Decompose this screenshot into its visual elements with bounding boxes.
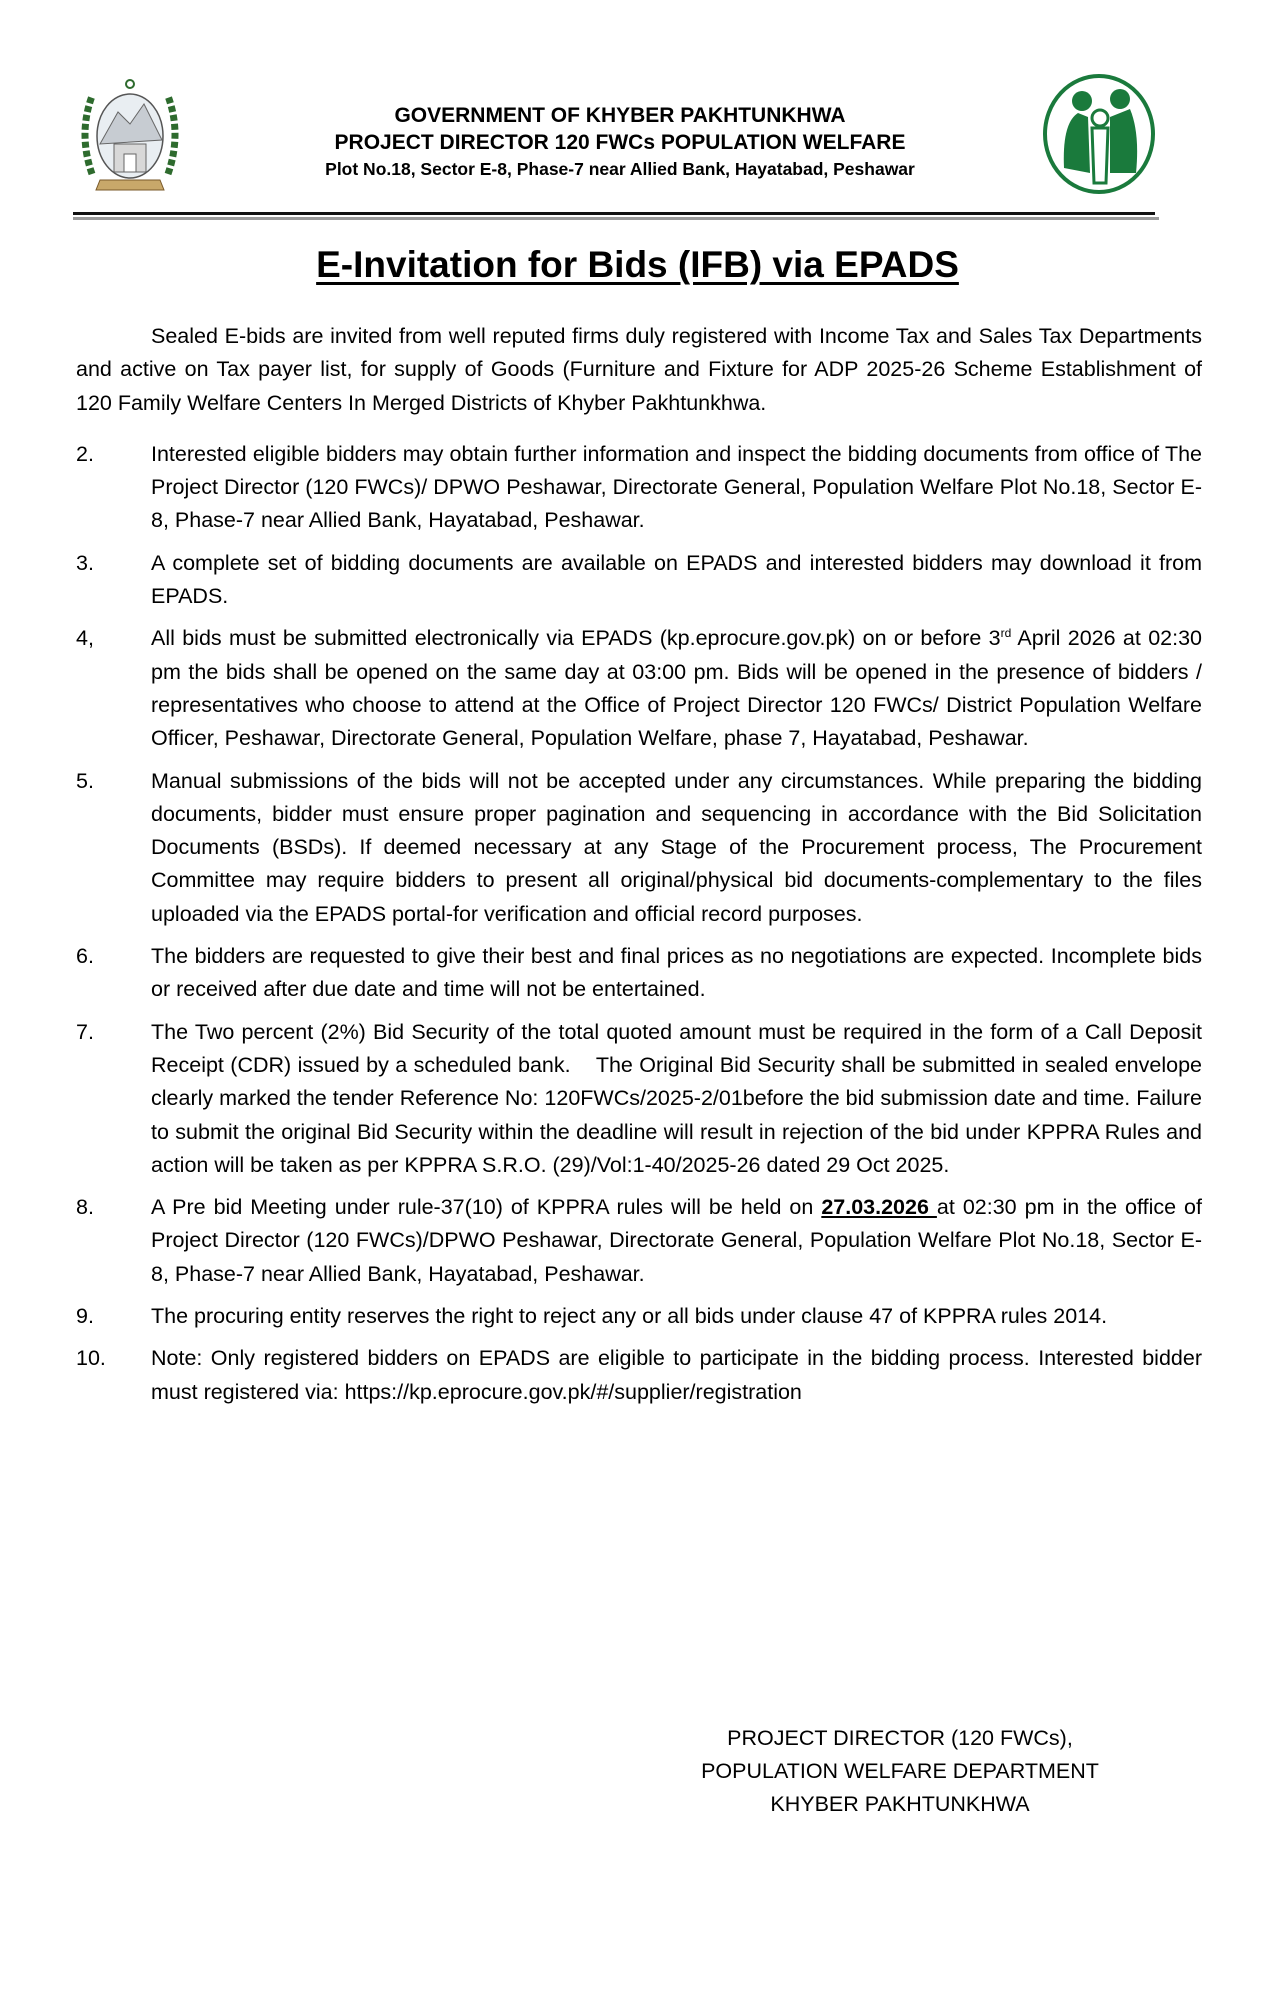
clause-text: Interested eligible bidders may obtain further information and inspect the bidding documents from office of The Project Director (120 FWCs)/ DPWO Peshawar, Directorate General, Population Welfare Plot No.18, Sector E-8, Phase-7 near Allied Bank, Hayatabad, Peshawar.	[151, 441, 1202, 533]
clause-2	[76, 438, 1202, 538]
clause-text: The procuring entity reserves the right to reject any or all bids under clause 47 of KPPRA rules 2014.	[151, 1304, 1108, 1329]
office-address: Plot No.18, Sector E-8, Phase-7 near Allied Bank, Hayatabad, Peshawar	[325, 159, 915, 179]
kp-government-emblem-icon	[78, 74, 182, 196]
clause-number: 2.	[76, 441, 94, 466]
signatory-department: POPULATION WELFARE DEPARTMENT	[701, 1759, 1099, 1783]
signature-block	[600, 1722, 1200, 1821]
clause-3	[76, 547, 1202, 614]
clause-text	[151, 622, 1202, 755]
pre-bid-meeting-date: 27.03.2026	[821, 1195, 937, 1220]
clause-text	[151, 1191, 1202, 1291]
letterhead	[200, 102, 1040, 182]
signatory-title: PROJECT DIRECTOR (120 FWCs),	[727, 1726, 1073, 1750]
clause-number: 4,	[76, 626, 94, 651]
page-title: E-Invitation for Bids (IFB) via EPADS	[316, 244, 959, 285]
clause-text-part: at 02:30 pm in the office of Project Director (120 FWCs)/DPWO Peshawar, Directorate General, Population Welfare Plot No.18, Sector E-8, Phase-7 near Allied Bank, Hayatabad, Peshawar.	[151, 1195, 1202, 1286]
document-body	[76, 320, 1208, 1418]
intro-paragraph: Sealed E-bids are invited from well reputed firms duly registered with Income Tax and Sales Tax Departments and active on Tax payer list, for supply of Goods (Furniture and Fixture for ADP 2025-26 Scheme Establishment of 120 Family Welfare Centers In Merged Districts of Khyber Pakhtunkhwa.	[76, 324, 1202, 415]
signatory-province: KHYBER PAKHTUNKHWA	[770, 1792, 1030, 1816]
clause-9	[76, 1300, 1202, 1333]
clause-text: Manual submissions of the bids will not be accepted under any circumstances. While preparing the bidding documents, bidder must ensure proper pagination and sequencing in accordance with the Bid Solicitation Documents (BSDs). If deemed necessary at any Stage of the Procurement process, The Procurement Committee may require bidders to present all original/physical bid documents-complementary to the files uploaded via the EPADS portal-for verification and official record purposes.	[151, 768, 1202, 926]
clause-7	[76, 1016, 1208, 1182]
clause-number: 8.	[76, 1195, 94, 1220]
clause-8	[76, 1191, 1202, 1291]
header-divider	[73, 212, 1155, 215]
clause-text-part: All bids must be submitted electronically via EPADS (kp.eprocure.gov.pk) on or before 3	[151, 626, 1001, 651]
clause-number: 10.	[76, 1346, 106, 1371]
clause-text-part: April 2026 at 02:30 pm the bids shall be opened on the same day at 03:00 pm. Bids will be opened in the presence of bidders / representatives who choose to attend at the Office of Project Director 120 FWCs/ District Population Welfare Officer, Peshawar, Directorate General, Population Welfare, phase 7, Hayatabad, Peshawar.	[151, 626, 1202, 751]
clause-5	[76, 765, 1202, 931]
clause-number: 9.	[76, 1304, 94, 1329]
clause-text: A complete set of bidding documents are available on EPADS and interested bidders may download it from EPADS.	[151, 550, 1202, 609]
ordinal-suffix: rd	[1000, 626, 1012, 641]
clause-number: 6.	[76, 944, 94, 969]
clause-text: The Two percent (2%) Bid Security of the total quoted amount must be required in the form of a Call Deposit Receipt (CDR) issued by a scheduled bank. The Original Bid Security shall be submitted in sealed envelope clearly marked the tender Reference No: 120FWCs/2025-2/01before the bid submission date and time. Failure to submit the original Bid Security within the deadline will result in rejection of the bid under KPPRA Rules and action will be taken as per KPPRA S.R.O. (29)/Vol:1-40/2025-26 dated 29 Oct 2025.	[151, 1019, 1208, 1177]
header-divider-shadow	[73, 217, 1159, 220]
clause-text: Note: Only registered bidders on EPADS are eligible to participate in the bidding process. Interested bidder must registered via: https://kp.eprocure.gov.pk/#/supplier/registration	[151, 1346, 1202, 1404]
clause-text-part: A Pre bid Meeting under rule-37(10) of KPPRA rules will be held on	[151, 1195, 822, 1220]
clause-number: 5.	[76, 768, 94, 793]
clause-text: The bidders are requested to give their best and final prices as no negotiations are expected. Incomplete bids or received after due date and time will not be entertained.	[151, 944, 1202, 1002]
clause-number: 7.	[76, 1019, 94, 1044]
population-welfare-emblem-icon	[1040, 73, 1158, 195]
government-name: GOVERNMENT OF KHYBER PAKHTUNKHWA	[394, 104, 846, 127]
clause-10	[76, 1342, 1202, 1409]
clause-4	[76, 622, 1202, 755]
office-name: PROJECT DIRECTOR 120 FWCs POPULATION WELFARE	[334, 131, 906, 154]
clause-number: 3.	[76, 550, 94, 575]
clause-6	[76, 940, 1202, 1007]
